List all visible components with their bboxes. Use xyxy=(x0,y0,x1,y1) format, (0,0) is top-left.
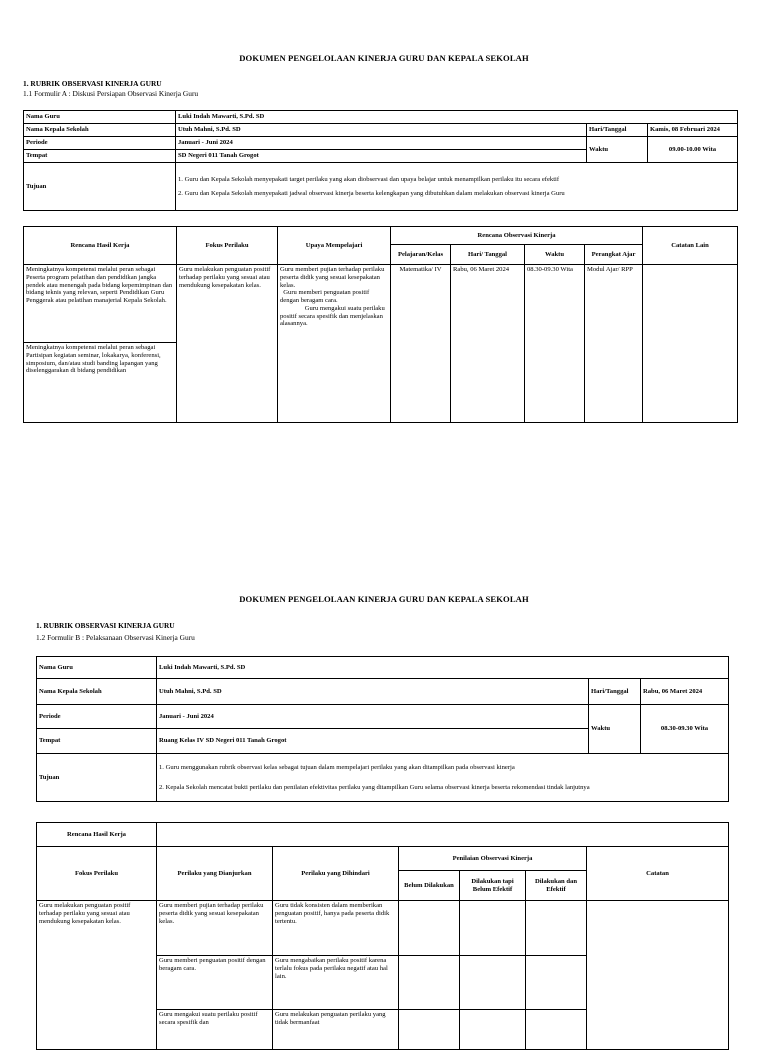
value-nama-guru: Luki Indah Mawarti, S.Pd. SD xyxy=(176,111,738,124)
rhk-cell-2: Meningkatnya kompetensi melalui peran sebagai Partisipan kegiatan seminar, lokakarya, konferensi, simposium, dan/atau studi banding lapangan yang diselenggarakan di bidang pendidikan xyxy=(24,343,177,423)
header-catatan: Catatan xyxy=(587,847,729,901)
label-nama-guru: Nama Guru xyxy=(37,657,157,679)
rhk-cell-1: Meningkatnya kompetensi melalui peran sebagai Peserta program pelatihan dan pendidikan jangka pendek atau menengah pada bidang kepemimpinan dan bidang teknis yang relevan, seperti Pendidikan Guru Penggerak atau pelatihan manajerial Kepala Sekolah. xyxy=(24,265,177,343)
tujuan-item-1: 1. Guru dan Kepala Sekolah menyepakati target perilaku yang akan diobservasi dan upaya belajar untuk menampilkan perilaku itu secara efektif xyxy=(178,175,560,183)
value-periode: Januari - Juni 2024 xyxy=(176,137,587,150)
doc1-subsection: 1.1 Formulir A : Diskusi Persiapan Observasi Kinerja Guru xyxy=(23,89,199,98)
doc1-title: DOKUMEN PENGELOLAAN KINERJA GURU DAN KEPALA SEKOLAH xyxy=(239,53,529,63)
doc2-title: DOKUMEN PENGELOLAAN KINERJA GURU DAN KEPALA SEKOLAH xyxy=(239,594,529,604)
hari-cell: Rabu, 06 Maret 2024 xyxy=(451,265,525,423)
label-tempat: Tempat xyxy=(24,150,176,163)
label-periode: Periode xyxy=(37,705,157,729)
anjur-cell-2: Guru memberi penguatan positif dengan beragam cara. xyxy=(157,956,273,1010)
label-periode: Periode xyxy=(24,137,176,150)
pelajaran-cell: Matematika/ IV xyxy=(391,265,451,423)
value-nama-guru: Luki Indah Mawarti, S.Pd. SD xyxy=(157,657,729,679)
value-nama-kepsek: Utuh Mahni, S.Pd. SD xyxy=(157,679,589,705)
label-tempat: Tempat xyxy=(37,729,157,754)
label-hari-tanggal: Hari/Tanggal xyxy=(589,679,641,705)
label-nama-guru: Nama Guru xyxy=(24,111,176,124)
belum-cell-3[interactable] xyxy=(399,1010,460,1050)
tujuan-item-2: 2. Kepala Sekolah mencatat bukti perilaku dan penilaian efektivitas perilaku yang ditampilkan Guru selama observasi kinerja beserta rekomendasi tindak lanjutnya xyxy=(159,783,590,791)
hindar-cell-2: Guru mengabaikan perilaku positif karena terlalu fokus pada perilaku negatif atau hal lain. xyxy=(273,956,399,1010)
efektif-cell-1[interactable] xyxy=(526,901,587,956)
value-waktu: 09.00-10.00 Wita xyxy=(648,137,738,163)
value-tujuan xyxy=(176,163,738,211)
catatan-cell[interactable] xyxy=(587,901,729,1050)
belum-efektif-cell-1[interactable] xyxy=(460,901,526,956)
header-belum-efektif: Dilakukan tapi Belum Efektif xyxy=(460,871,526,901)
tujuan-item-1: 1. Guru menggunakan rubrik observasi kelas sebagai tujuan dalam mempelajari perilaku yang akan ditampilkan pada observasi kinerja xyxy=(159,763,515,771)
fokus-cell: Guru melakukan penguatan positif terhadap perilaku yang sesuai atau mendukung kesepakatan kelas. xyxy=(37,901,157,1050)
header-upaya: Upaya Mempelajari xyxy=(278,227,391,265)
label-waktu: Waktu xyxy=(589,705,641,754)
header-fokus: Fokus Perilaku xyxy=(37,847,157,901)
header-catatan: Catatan Lain xyxy=(643,227,738,265)
tujuan-item-2: 2. Guru dan Kepala Sekolah menyepakati jadwal observasi kinerja beserta kelengkapan yang dibutuhkan dalam melakukan observasi kinerja Guru xyxy=(178,189,565,197)
value-tempat: Ruang Kelas IV SD Negeri 011 Tanah Grogot xyxy=(157,729,589,754)
belum-cell-1[interactable] xyxy=(399,901,460,956)
header-belum: Belum Dilakukan xyxy=(399,871,460,901)
header-hari: Hari/ Tanggal xyxy=(451,245,525,265)
value-waktu: 08.30-09.30 Wita xyxy=(641,705,729,754)
header-dianjurkan: Perilaku yang Dianjurkan xyxy=(157,847,273,901)
value-tempat: SD Negeri 011 Tanah Grogot xyxy=(176,150,587,163)
doc2-subsection: 1.2 Formulir B : Pelaksanaan Observasi Kinerja Guru xyxy=(36,633,195,642)
belum-cell-2[interactable] xyxy=(399,956,460,1010)
hindar-cell-3: Guru melakukan penguatan perilaku yang tidak bermanfaat xyxy=(273,1010,399,1050)
rhk-blank-cell xyxy=(157,823,729,847)
doc1-section: 1. RUBRIK OBSERVASI KINERJA GURU xyxy=(23,79,162,88)
header-rhk: Rencana Hasil Kerja xyxy=(24,227,177,265)
header-perangkat: Perangkat Ajar xyxy=(585,245,643,265)
header-fokus: Fokus Perilaku xyxy=(177,227,278,265)
doc1-plan-table xyxy=(23,226,738,423)
doc2-info-table xyxy=(36,656,729,802)
doc2-section: 1. RUBRIK OBSERVASI KINERJA GURU xyxy=(36,621,175,630)
value-tujuan xyxy=(157,754,729,802)
catatan-cell xyxy=(643,265,738,423)
label-nama-kepsek: Nama Kepala Sekolah xyxy=(37,679,157,705)
perangkat-cell: Modul Ajar/ RPP xyxy=(585,265,643,423)
value-periode: Januari - Juni 2024 xyxy=(157,705,589,729)
header-efektif: Dilakukan dan Efektif xyxy=(526,871,587,901)
belum-efektif-cell-2[interactable] xyxy=(460,956,526,1010)
anjur-cell-3: Guru mengakui suatu perilaku positif secara spesifik dan xyxy=(157,1010,273,1050)
efektif-cell-3[interactable] xyxy=(526,1010,587,1050)
upaya-cell: Guru memberi pujian terhadap perilaku peserta didik yang sesuai kesepakatan kelas. Guru memberi penguatan positif dengan beragam cara. Guru mengakui suatu perilaku positif secara spesifik dan menjelaskan alasannya. xyxy=(278,265,391,423)
header-rencana: Rencana Observasi Kinerja xyxy=(391,227,643,245)
header-penilaian: Penilaian Observasi Kinerja xyxy=(399,847,587,871)
hindar-cell-1: Guru tidak konsisten dalam memberikan penguatan positif, hanya pada peserta didik tertentu. xyxy=(273,901,399,956)
value-hari-tanggal: Rabu, 06 Maret 2024 xyxy=(641,679,729,705)
label-hari-tanggal: Hari/Tanggal xyxy=(587,124,648,137)
anjur-cell-1: Guru memberi pujian terhadap perilaku peserta didik yang sesuai kesepakatan kelas. xyxy=(157,901,273,956)
header-rhk: Rencana Hasil Kerja xyxy=(37,823,157,847)
header-waktu: Waktu xyxy=(525,245,585,265)
doc1-info-table xyxy=(23,110,738,211)
label-waktu: Waktu xyxy=(587,137,648,163)
fokus-cell: Guru melakukan penguatan positif terhadap perilaku yang sesuai atau mendukung kesepakatan kelas. xyxy=(177,265,278,423)
header-pelajaran: Pelajaran/Kelas xyxy=(391,245,451,265)
doc2-obs-table xyxy=(36,822,729,1050)
label-tujuan: Tujuan xyxy=(37,754,157,802)
belum-efektif-cell-3[interactable] xyxy=(460,1010,526,1050)
label-tujuan: Tujuan xyxy=(24,163,176,211)
waktu-cell: 08.30-09.30 Wita xyxy=(525,265,585,423)
label-nama-kepsek: Nama Kepala Sekolah xyxy=(24,124,176,137)
efektif-cell-2[interactable] xyxy=(526,956,587,1010)
header-dihindari: Perilaku yang Dihindari xyxy=(273,847,399,901)
value-hari-tanggal: Kamis, 08 Februari 2024 xyxy=(648,124,738,137)
value-nama-kepsek: Utuh Mahni, S.Pd. SD xyxy=(176,124,587,137)
